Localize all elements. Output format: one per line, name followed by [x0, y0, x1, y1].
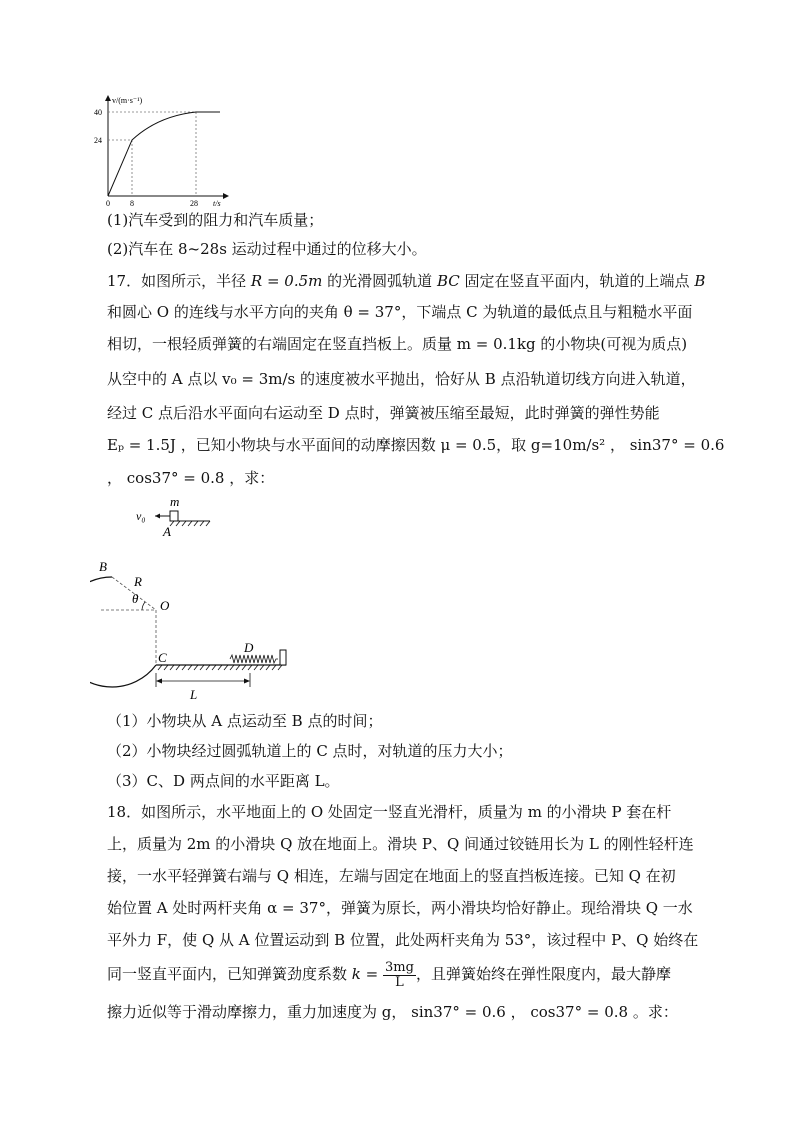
q17-part3: （3）C、D 两点间的水平距离 L。: [107, 772, 340, 790]
velocity-time-graph: [90, 92, 240, 207]
q18-line6: 同一竖直平面内，已知弹簧劲度系数 k = $\frac{3mg}{L}$ ，且弹簧始终在弹性限度内，最大静摩: [107, 959, 671, 990]
svg-text:L: L: [190, 687, 198, 702]
x-tick-0: 0: [106, 199, 110, 207]
arc-track: [90, 577, 156, 687]
q16-part2: (2)汽车在 8~28s 运动过程中通过的位移大小。: [107, 240, 427, 258]
q17-line5: 经过 C 点后沿水平面向右运动至 D 点时，弹簧被压缩至最短，此时弹簧的弹性势能: [107, 404, 660, 422]
block-m: [170, 511, 178, 521]
q18-line3: 接，一水平轻弹簧右端与 Q 相连，左端与固定在地面上的竖直挡板连接。已知 Q 在初: [107, 867, 676, 885]
q18-line7: 擦力近似等于滑动摩擦力，重力加速度为 g， sin37° = 0.6 ， cos37° = 0.8 。求：: [107, 1003, 678, 1021]
q17-part1: （1）小物块从 A 点运动至 B 点的时间；: [107, 712, 383, 730]
q17-line7: ， cos37° = 0.8 ，求：: [107, 469, 275, 487]
svg-text:C: C: [158, 650, 167, 665]
svg-text:A: A: [163, 524, 171, 539]
spring: [230, 655, 278, 663]
q17-line6: Eₚ = 1.5J ，已知小物块与水平面间的动摩擦因数 μ = 0.5，取 g=10m/s² ， sin37° = 0.6: [107, 436, 725, 454]
svg-text:m: m: [170, 495, 180, 509]
x-tick-8: 8: [130, 199, 134, 207]
y-axis-label: v/(m·s⁻¹): [112, 96, 143, 105]
x-axis-label: t/s: [213, 199, 221, 207]
velocity-curve: [108, 112, 220, 196]
q18-line2: 上，质量为 2m 的小滑块 Q 放在地面上。滑块 P、Q 间通过铰链用长为 L 的刚性轻杆连: [107, 835, 694, 853]
q18-line4: 始位置 A 处时两杆夹角 α = 37°，弹簧为原长，两小滑块均恰好静止。现给滑块 Q 一水: [107, 899, 693, 917]
svg-text:v₀: v₀: [136, 509, 146, 523]
launch-point-figure: [130, 495, 230, 540]
q17-number: 17．: [107, 272, 142, 290]
q18-line1: 18．如图所示，水平地面上的 O 处固定一竖直光滑杆，质量为 m 的小滑块 P 套在杆: [107, 803, 672, 821]
svg-text:O: O: [160, 598, 170, 613]
svg-text:B: B: [99, 559, 107, 574]
x-tick-28: 28: [190, 199, 198, 207]
spring-constant-fraction: $\frac{3mg}{L}$: [385, 959, 414, 990]
svg-text:D: D: [244, 640, 254, 655]
q16-part1: (1)汽车受到的阻力和汽车质量；: [107, 211, 324, 229]
svg-text:θ: θ: [132, 591, 139, 606]
q17-line1: 17．如图所示，半径 R = 0.5m 的光滑圆弧轨道 BC 固定在竖直平面内，轨道的上端点 B: [107, 272, 706, 290]
q18-line5: 平外力 F，使 Q 从 A 位置运动到 B 位置，此处两杆夹角为 53°，该过程中 P、Q 始终在: [107, 931, 699, 949]
arc-track-figure: [90, 555, 310, 705]
q17-part2: （2）小物块经过圆弧轨道上的 C 点时，对轨道的压力大小；: [107, 742, 513, 760]
q17-line2: 和圆心 O 的连线与水平方向的夹角 θ = 37°，下端点 C 为轨道的最低点且与粗糙水平面: [107, 303, 693, 321]
q17-line4: 从空中的 A 点以 v₀ = 3m/s 的速度被水平抛出，恰好从 B 点沿轨道切线方向进入轨道，: [107, 370, 696, 388]
y-tick-40: 40: [94, 108, 102, 117]
q17-line3: 相切，一根轻质弹簧的右端固定在竖直挡板上。质量 m = 0.1kg 的小物块(可视为质点): [107, 335, 688, 353]
y-tick-24: 24: [94, 136, 102, 145]
svg-text:R: R: [134, 574, 142, 589]
wall-plate: [280, 650, 286, 665]
